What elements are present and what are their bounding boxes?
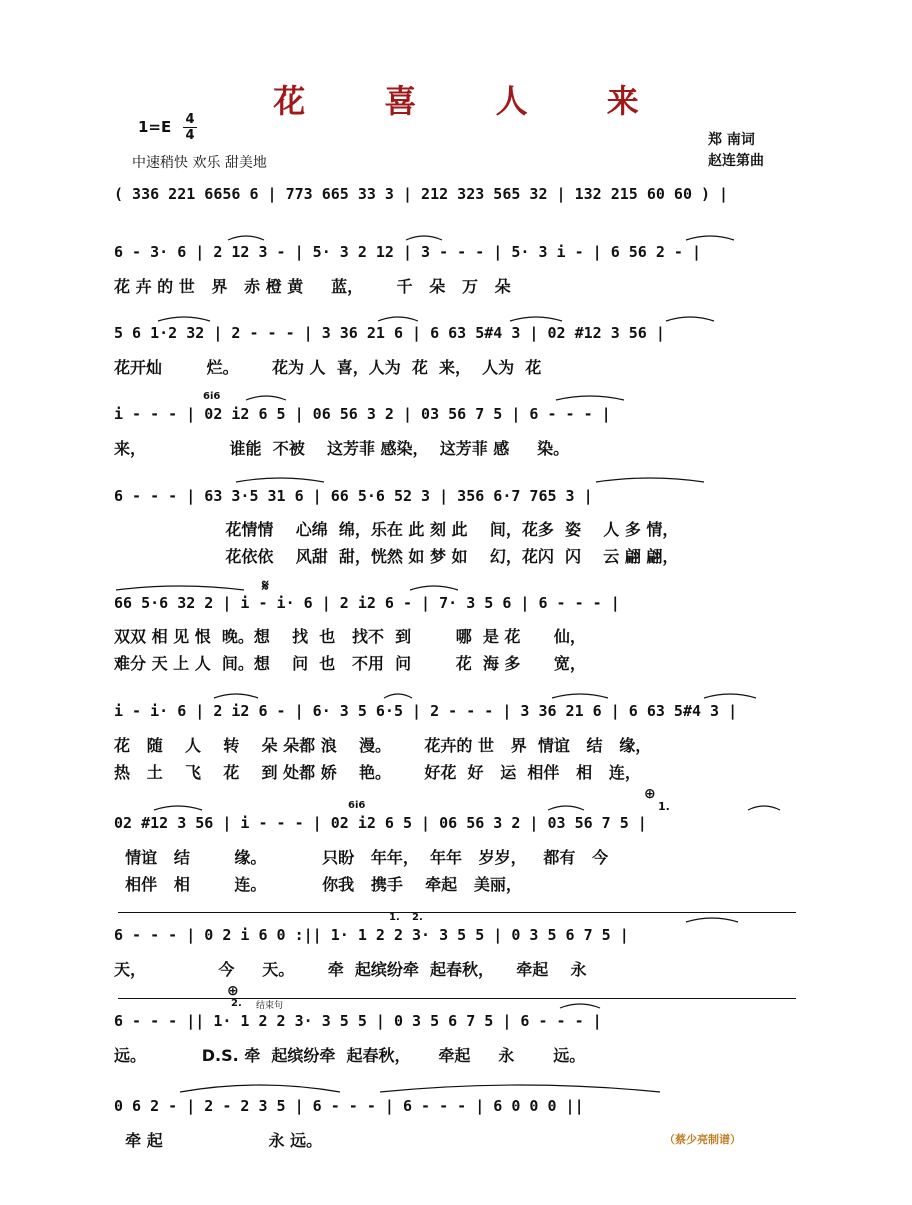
key-signature: 1=E [138, 118, 172, 136]
volta-second-label: 2. [412, 912, 423, 923]
lyric-row-6-verse-1: 花 随 人 转 朵 朵都 浪 漫。 花卉的 世 界 情谊 结 缘， [114, 736, 652, 755]
lyric-row-1: 花 卉 的 世 界 赤 橙 黄 蓝， 千 朵 万 朵 [114, 277, 511, 296]
slur-arc [406, 236, 442, 240]
ending-phrase-label: 结束句 [256, 1001, 284, 1011]
slur-arc [686, 236, 734, 240]
slur-arc [384, 694, 412, 698]
grace-note: 6i6 [203, 391, 221, 402]
slur-arc [236, 478, 324, 482]
lyric-row-2: 花开灿 烂。 花为 人 喜，人为 花 来， 人为 花 [114, 358, 542, 377]
slur-arc [666, 317, 714, 321]
lyric-row-7-verse-1: 情谊 结 缘。 只盼 年年， 年年 岁岁， 都有 今 [114, 848, 609, 867]
composer-credit: 赵连第曲 [708, 153, 764, 169]
notation-row-8: 6 - - - | 0 2 i 6 0 :|| 1· 1 2 2 3· 3 5 5 | 0 3 5 6 7 5 | [114, 926, 629, 944]
slur-arc [378, 317, 418, 321]
notation-row-2: 5 6 1·2 32 | 2 - - - | 3 36 21 6 | 6 63 5#4 3 | 02 #12 3 56 | [114, 324, 665, 342]
notation-row-9: 6 - - - || 1· 1 2 2 3· 3 5 5 | 0 3 5 6 7 5 | 6 - - - | [114, 1012, 602, 1030]
slur-arc [704, 694, 756, 698]
lyric-row-10: 牵 起 永 远。 [114, 1131, 323, 1150]
segno-sign: 𝄋 [262, 576, 269, 595]
slur-arc [552, 694, 608, 698]
slur-arc [214, 694, 258, 698]
song-title: 花 喜 人 来 [273, 82, 673, 120]
lyric-row-9: 远。 D.S. 牵 起缤纷牵 起春秋， 牵起 永 远。 [114, 1046, 586, 1065]
arranger-stamp: （蔡少亮制谱） [664, 1133, 741, 1146]
lyric-row-4-verse-1: 花情情 心绵 绵，乐在 此 刻 此 间，花多 姿 人 多 情， [114, 520, 679, 539]
notation-row-3: i - - - | 02 i2 6 5 | 06 56 3 2 | 03 56 7 5 | 6 - - - | [114, 405, 611, 423]
notation-row-1: 6 - 3· 6 | 2 12 3 - | 5· 3 2 12 | 3 - - - | 5· 3 i - | 6 56 2 - | [114, 243, 701, 261]
time-signature-top: 4 [185, 112, 195, 127]
slur-arc [556, 396, 624, 400]
slur-arc [228, 236, 264, 240]
coda-sign: ⊕ [644, 786, 656, 802]
slur-arc [410, 586, 458, 590]
lyric-row-6-verse-2: 热 土 飞 花 到 处都 娇 艳。 好花 好 运 相伴 相 连， [114, 763, 641, 782]
time-signature-bottom: 4 [185, 128, 195, 143]
slur-arc [596, 478, 704, 482]
slur-arc [246, 396, 286, 400]
lyric-row-8: 天， 今 天。 牵 起缤纷牵 起春秋， 牵起 永 [114, 960, 587, 979]
volta-first-label: 1. [658, 800, 670, 813]
notation-row-6: i - i· 6 | 2 i2 6 - | 6· 3 5 6·5 | 2 - - - | 3 36 21 6 | 6 63 5#4 3 | [114, 702, 738, 720]
lyric-row-5-verse-2: 难分 天 上 人 间。想 问 也 不用 问 花 海 多 宽， [114, 654, 586, 673]
tempo-marking: 中速稍快 欢乐 甜美地 [132, 155, 267, 171]
lyric-row-4-verse-2: 花依依 风甜 甜，恍然 如 梦 如 幻，花闪 闪 云 翩 翩， [114, 547, 679, 566]
slur-arc [560, 1004, 600, 1008]
volta-second-end-label: 2. [231, 998, 242, 1009]
lyric-row-5-verse-1: 双双 相 见 恨 晚。想 找 也 找不 到 哪 是 花 仙， [114, 627, 586, 646]
slur-arc [510, 317, 562, 321]
slur-arc [158, 317, 210, 321]
slur-arc [180, 1085, 340, 1092]
notation-row-5: 66 5·6 32 2 | i - i· 6 | 2 i2 6 - | 7· 3 5 6 | 6 - - - | [114, 594, 620, 612]
slur-arc [116, 586, 244, 590]
notation-row-4: 6 - - - | 63 3·5 31 6 | 66 5·6 52 3 | 356 6·7 765 3 | [114, 487, 593, 505]
grace-note-2: 6i6 [348, 800, 366, 811]
lyricist-credit: 郑 南词 [708, 132, 755, 148]
slur-arc [380, 1085, 660, 1092]
volta-first-label-2: 1. [389, 912, 400, 923]
slur-arc [548, 806, 584, 810]
notation-row-7: 02 #12 3 56 | i - - - | 02 i2 6 5 | 06 56 3 2 | 03 56 7 5 | [114, 814, 647, 832]
slur-arc [748, 806, 780, 810]
slur-arc [686, 918, 738, 922]
lyric-row-7-verse-2: 相伴 相 连。 你我 携手 牵起 美丽， [114, 875, 522, 894]
coda-sign-2: ⊕ [227, 983, 239, 999]
notation-row-10: 0 6 2 - | 2 - 2 3 5 | 6 - - - | 6 - - - | 6 0 0 0 || [114, 1097, 584, 1115]
notation-row-intro: ( 336 221 6656 6 | 773 665 33 3 | 212 323 565 32 | 132 215 60 60 ) | [114, 185, 729, 203]
lyric-row-3: 来， 谁能 不被 这芳菲 感染， 这芳菲 感 染。 [114, 439, 570, 458]
slur-arc [154, 806, 202, 810]
